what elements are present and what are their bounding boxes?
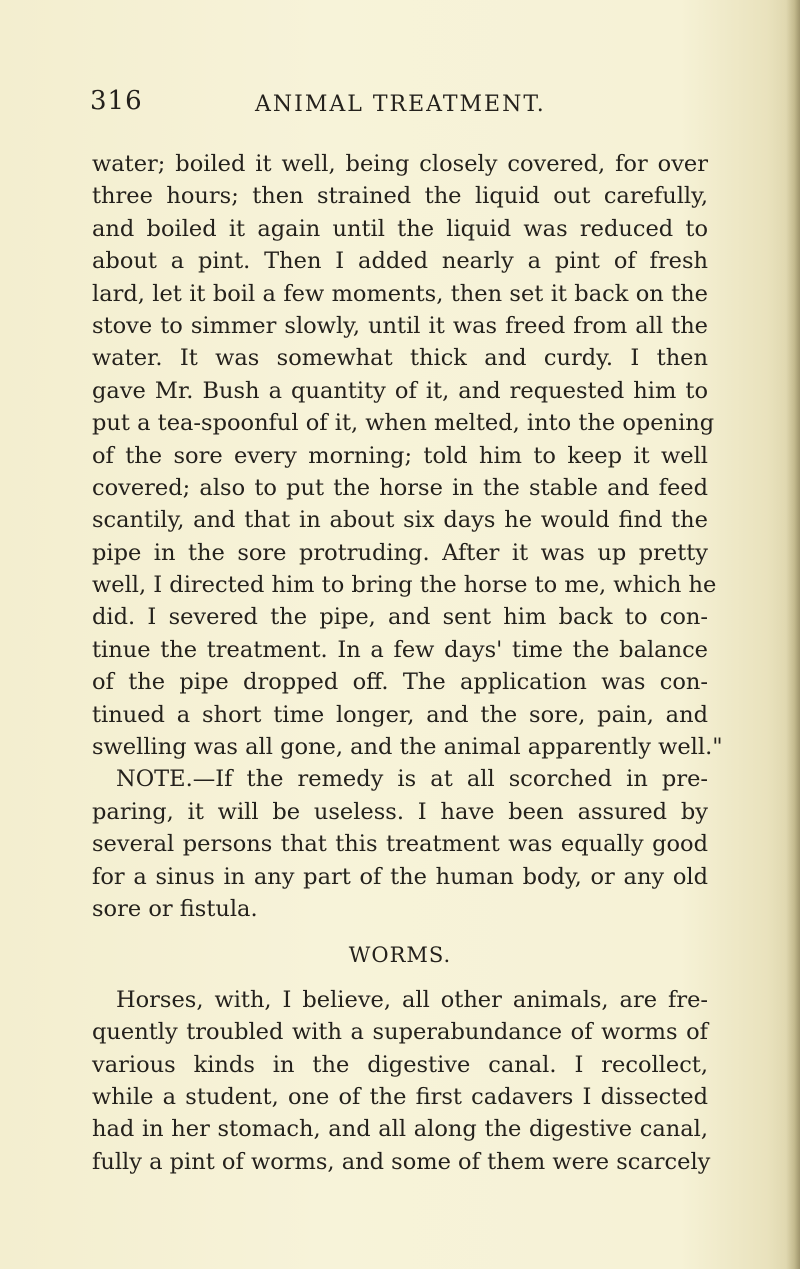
text-line: water; boiled it well, being closely covered, for over (92, 151, 708, 177)
text-line: sore or fistula. (92, 895, 258, 922)
text-line: Horses, with, I believe, all other animals, are fre- (116, 986, 708, 1013)
text-line: while a student, one of the first cadavers I dissected (92, 1083, 708, 1110)
body-text (92, 148, 723, 1178)
text-line: stove to simmer slowly, until it was freed from all the (92, 312, 708, 339)
text-line: three hours; then strained the liquid out carefully, (92, 183, 708, 210)
text-line: did. I severed the pipe, and sent him back to con- (92, 604, 708, 631)
text-line: about a pint. Then I added nearly a pint of fresh (92, 248, 708, 275)
text-line: various kinds in the digestive canal. I recollect, (92, 1051, 708, 1078)
text-line: for a sinus in any part of the human body, or any old (92, 863, 708, 890)
running-head: ANIMAL TREATMENT. (255, 92, 546, 117)
text-line: well, I directed him to bring the horse to me, which he (92, 572, 717, 599)
text-line: quently troubled with a superabundance of worms of (92, 1019, 708, 1046)
text-line: had in her stomach, and all along the digestive canal, (92, 1116, 708, 1143)
text-line: paring, it will be useless. I have been assured by (92, 798, 708, 825)
note-paragraph (92, 763, 708, 925)
page-number: 316 (90, 86, 143, 116)
text-line: gave Mr. Bush a quantity of it, and requested him to (92, 377, 708, 404)
text-line: put a tea-spoonful of it, when melted, into the opening (92, 410, 715, 437)
page-edge-shadow (786, 0, 800, 1269)
text-line: covered; also to put the horse in the stable and feed (92, 474, 708, 501)
paragraph-worms (92, 984, 711, 1178)
text-line: several persons that this treatment was equally good (92, 831, 708, 858)
text-line: and boiled it again until the liquid was reduced to (92, 215, 708, 242)
text-line: tinued a short time longer, and the sore, pain, and (92, 701, 708, 728)
text-line: NOTE.—If the remedy is at all scorched in pre- (116, 766, 708, 793)
text-line: of the pipe dropped off. The application was con- (92, 669, 708, 696)
text-line: swelling was all gone, and the animal apparently well." (92, 734, 723, 761)
section-heading: WORMS. (348, 943, 452, 968)
paragraph-continued (92, 148, 723, 763)
text-line: fully a pint of worms, and some of them were scarcely (92, 1148, 711, 1175)
text-line: pipe in the sore protruding. After it was up pretty (92, 539, 708, 566)
page-header (90, 86, 730, 126)
text-line: scantily, and that in about six days he would find the (92, 507, 708, 534)
text-line: of the sore every morning; told him to keep it well (92, 442, 708, 469)
text-line: tinue the treatment. In a few days' time the balance (92, 636, 708, 663)
text-line: water. It was somewhat thick and curdy. I then (92, 345, 708, 372)
text-line: lard, let it boil a few moments, then set it back on the (92, 280, 708, 307)
